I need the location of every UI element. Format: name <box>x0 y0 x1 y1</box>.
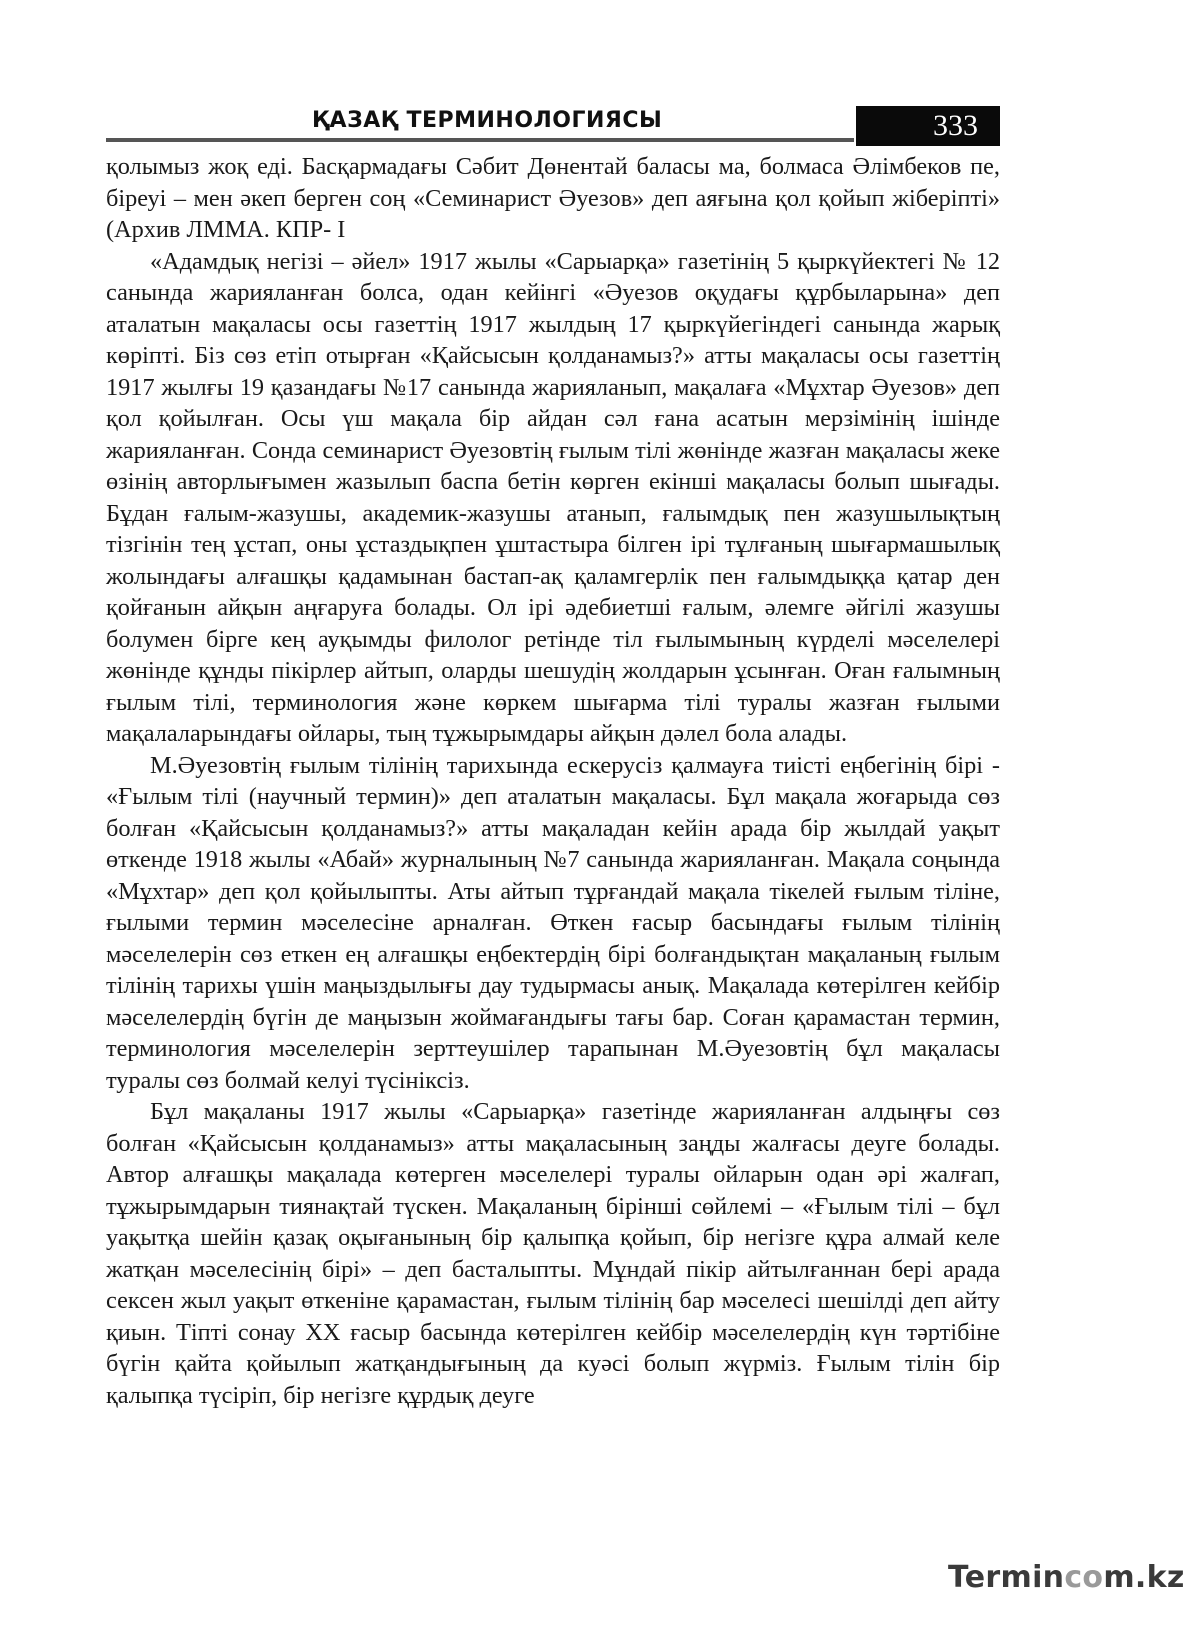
paragraph: Бұл мақаланы 1917 жылы «Сарыарқа» газетінде жарияланған алдыңғы сөз болған «Қайсысын қолданамыз» атты мақаласының заңды жалғасы деуге болады. Автор алғашқы мақалада көтерген мәселелері туралы ойларын одан әрі жалғап, тұжырымдарын тиянақтай түскен. Мақаланың бірінші сөйлемі – «Ғылым тілі – бұл уақытқа шейін қазақ оқығанының бір қалыпқа қойып, бір негізге құра алмай келе жатқан мәселесінің бірі» – деп басталыпты. Мұндай пікір айтылғаннан бері арада сексен жыл уақыт өткеніне қарамастан, ғылым тілінің бар мәселесі шешілді деп айту қиын. Тіпті сонау ХХ ғасыр басында көтерілген кейбір мәселелердің күн тәртібіне бүгін қайта қойылып жатқандығының да куәсі болып жүрміз. Ғылым тілін бір қалыпқа түсіріп, бір негізге құрдық деуге <box>106 1098 1000 1409</box>
paragraph: «Адамдық негізі – әйел» 1917 жылы «Сарыарқа» газетінің 5 қыркүйектегі № 12 санында жарияланған болса, одан кейінгі «Әуезов оқудағы құрбыларына» деп аталатын мақаласы осы газеттің 1917 жылдың 17 қыркүйегіндегі санында жарық көріпті. Біз сөз етіп отырған «Қайсысын қолданамыз?» атты мақаласы осы газеттің 1917 жылғы 19 қазандағы №17 санында жарияланып, мақалаға «Мұхтар Әуезов» деп қол қойылған. Осы үш мақала бір айдан сәл ғана асатын мерзімінің ішінде жарияланған. Сонда семинарист Әуезовтің ғылым тілі жөнінде жазған мақаласы жеке өзінің авторлығымен жазылып баспа бетін көрген екінші мақаласы болып шығады. Бұдан ғалым-жазушы, академик-жазушы атанып, ғалымдық пен жазушылықтың тізгінін тең ұстап, оны ұстаздықпен ұштастыра білген ірі тұлғаның шығармашылық жолындағы алғашқы қадамынан бастап-ақ қаламгерлік пен ғалымдыққа қатар ден қойғанын айқын аңғаруға болады. Ол ірі әдебиетші ғалым, әлемге әйгілі жазушы болумен бірге кең ауқымды филолог ретінде тіл ғылымының күрделі мәселелері жөнінде құнды пікірлер айтып, оларды шешудің жолдарын ұсынған. Оған ғалымның ғылым тілі, терминология және көркем шығарма тілі туралы жазған ғылыми мақалаларындағы ойлары, тың тұжырымдары айқын дәлел бола алады. <box>106 247 1000 747</box>
paragraph: М.Әуезовтің ғылым тілінің тарихында ескерусіз қалмауға тиісті еңбегінің бірі - «Ғылым тілі (научный термин)» деп аталатын мақаласы. Бұл мақала жоғарыда сөз болған «Қайсысын қолданамыз?» атты мақаладан кейін арада бір жылдай уақыт өткенде 1918 жылы «Абай» журналының №7 санында жарияланған. Мақала соңында «Мұхтар» деп қол қойылыпты. Аты айтып тұрғандай мақала тікелей ғылым тіліне, ғылыми термин мәселесіне арналған. Өткен ғасыр басындағы ғылым тілінің мәселелерін сөз еткен ең алғашқы еңбектердің бірі болғандықтан мақаланың ғылым тілінің тарихы үшін маңыздылығы дау тудырмасы анық. Мақалада көтерілген кейбір мәселелердің бүгін де маңызын жоймағандығы тағы бар. Соған қарамастан термин, терминология мәселелерін зерттеушілер тарапынан М.Әуезовтің бұл мақаласы туралы сөз болмай келуі түсініксіз. <box>106 751 1000 1094</box>
watermark-suffix: m.kz <box>1103 1560 1185 1595</box>
page-number: 333 <box>856 106 1000 146</box>
article-body <box>106 151 1000 1411</box>
watermark-middle: o <box>1082 1560 1104 1595</box>
paragraph: қолымыз жоқ еді. Басқармадағы Сәбит Дөнентай баласы ма, болмаса Әлімбеков пе, біреуі – мен әкеп берген соң «Семинарист Әуезов» деп аяғына қол қойып жіберіпті» (Архив ЛММА. КПР- І <box>106 153 1000 243</box>
running-title: ҚАЗАҚ ТЕРМИНОЛОГИЯСЫ <box>312 108 663 133</box>
site-watermark-logo <box>948 1560 1185 1595</box>
page-header <box>106 106 1000 146</box>
watermark-prefix: Termin <box>948 1560 1065 1595</box>
header-rule <box>106 138 854 142</box>
watermark-faint: c <box>1064 1560 1083 1595</box>
